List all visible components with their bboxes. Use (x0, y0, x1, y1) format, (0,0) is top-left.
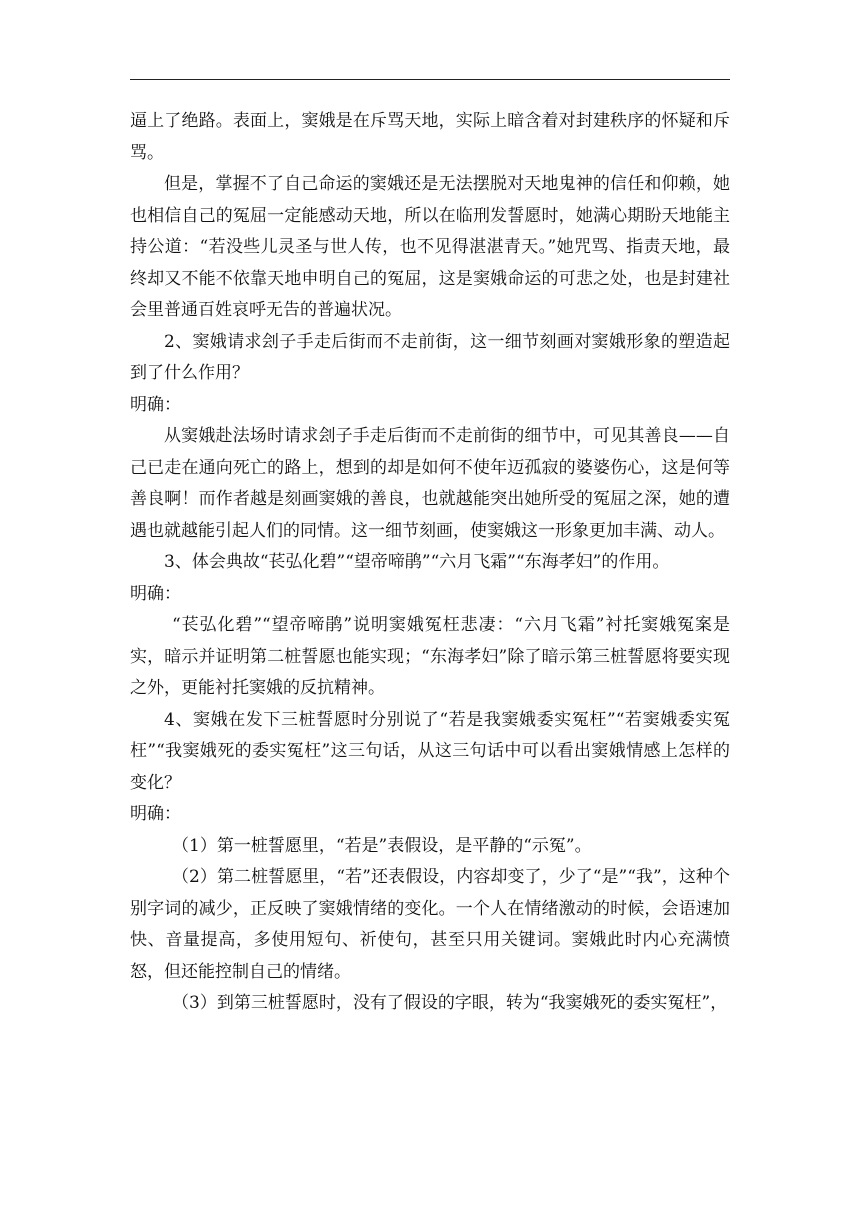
document-body (130, 106, 730, 1020)
answer-point-3: （3）到第三桩誓愿时，没有了假设的字眼，转为“我窦娥死的委实冤枉”， (172, 993, 728, 1013)
paragraph: 逼上了绝路。表面上，窦娥是在斥骂天地，实际上暗含着对封建秩序的怀疑和斥骂。 (130, 111, 730, 163)
question-4: 4、窦娥在发下三桩誓愿时分别说了“若是我窦娥委实冤枉”“若窦娥委实冤枉”“我窦娥死的委实冤枉”这三句话，从这三句话中可以看出窦娥情感上怎样的变化？ (130, 709, 730, 793)
question-3: 3、体会典故“苌弘化碧”“望帝啼鹃”“六月飞霜”“东海孝妇”的作用。 (164, 552, 670, 572)
answer-point-2: （2）第二桩誓愿里，“若”还表假设，内容却变了，少了“是”“我”，这种个别字词的减少，正反映了窦娥情绪的变化。一个人在情绪激动的时候，会语速加快、音量提高，多使用短句、祈使句，甚至只用关键词。窦娥此时内心充满愤怒，但还能控制自己的情绪。 (130, 867, 730, 982)
answer-paragraph: “苌弘化碧”“望帝啼鹃”说明窦娥冤枉悲凄：“六月飞霜”衬托窦娥冤案是实，暗示并证明第二桩誓愿也能实现；“东海孝妇”除了暗示第三桩誓愿将要实现之外，更能衬托窦娥的反抗精神。 (130, 615, 730, 698)
paragraph: 但是，掌握不了自己命运的窦娥还是无法摆脱对天地鬼神的信任和仰赖，她也相信自己的冤屈一定能感动天地，所以在临刑发誓愿时，她满心期盼天地能主持公道：“若没些儿灵圣与世人传，也不见得湛湛青天。”她咒骂、指责天地，最终却又不能不依靠天地申明自己的冤屈，这是窦娥命运的可悲之处，也是封建社会里普通百姓哀呼无告的普遍状况。 (130, 174, 730, 320)
answer-paragraph: 从窦娥赴法场时请求刽子手走后街而不走前街的细节中，可见其善良——自己已走在通向死亡的路上，想到的却是如何不使年迈孤寂的婆婆伤心，这是何等善良啊！而作者越是刻画窦娥的善良，也就越能突出她所受的冤屈之深，她的遭遇也就越能引起人们的同情。这一细节刻画，使窦娥这一形象更加丰满、动人。 (130, 426, 730, 541)
header-rule (130, 79, 730, 80)
answer-label: 明确： (130, 394, 181, 415)
answer-point-1: （1）第一桩誓愿里，“若是”表假设，是平静的“示冤”。 (172, 835, 592, 856)
question-2: 2、窦娥请求刽子手走后街而不走前街，这一细节刻画对窦娥形象的塑造起到了什么作用？ (130, 331, 730, 383)
answer-label: 明确： (130, 583, 181, 604)
answer-label: 明确： (130, 804, 181, 824)
